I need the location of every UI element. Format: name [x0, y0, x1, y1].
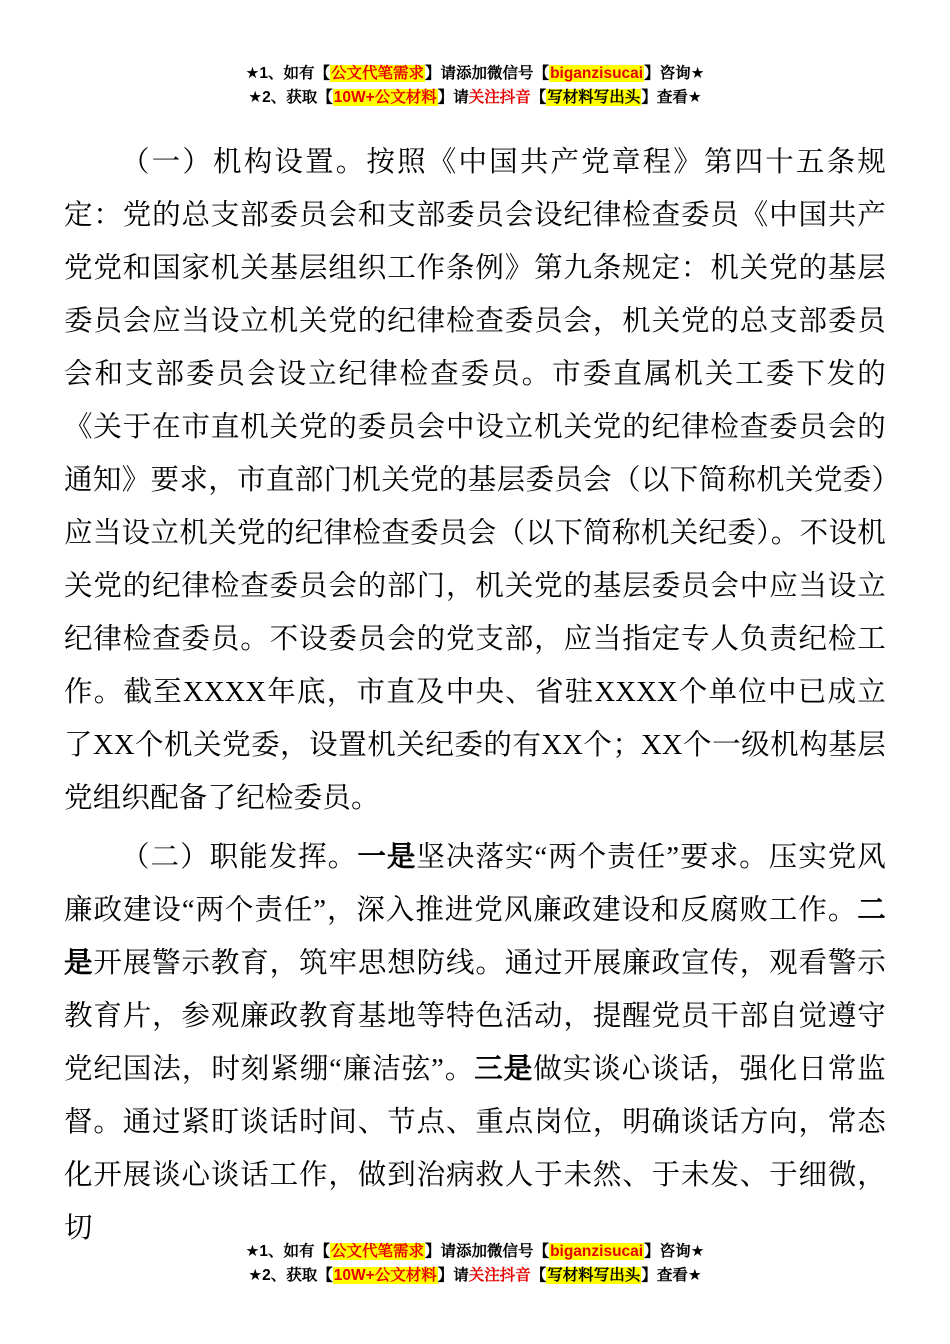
promo-top-line2-seg2: 请: [453, 89, 469, 107]
promo-bottom-line1-highlight-1: 公文代笔需求: [331, 1242, 425, 1260]
promo-bottom-line1-seg1: 1、如有: [259, 1242, 315, 1260]
star-icon: ★: [687, 89, 702, 107]
promo-bottom-line-1: [0, 1240, 950, 1264]
promo-top-line-1: [64, 62, 886, 86]
promo-top-line2-highlight-1: 10W+公文材料: [333, 89, 437, 107]
promo-bottom-line1-bracket-close-2: 】: [644, 1242, 660, 1260]
promo-bottom-line2-seg2b: 关注抖音: [468, 1266, 531, 1284]
promo-bottom-line2-bracket-open-2: 【: [530, 1266, 547, 1284]
star-icon: ★: [248, 89, 263, 107]
promo-top-line2-seg2b: 关注抖音: [468, 89, 531, 107]
star-icon: ★: [687, 1266, 702, 1284]
promo-bottom-line1-bracket-open: 【: [314, 1242, 330, 1260]
promo-top-line1-bracket-close: 】: [425, 65, 441, 82]
promo-bottom-line1-seg3: 咨询: [659, 1242, 691, 1260]
document-body: [64, 136, 886, 1255]
promo-bottom-line2-seg1: 2、获取: [262, 1266, 318, 1284]
paragraph-organizational-setup: （一）机构设置。按照《中国共产党章程》第四十五条规定：党的总支部委员会和支部委员会设纪律检查委员《中国共产党党和国家机关基层组织工作条例》第九条规定：机关党的基层委员会应当设立机关党的纪律检查委员会，机关党的总支部委员会和支部委员会设立纪律检查委员。市委直属机关工委下发的《关于在市直机关党的委员会中设立机关党的纪律检查委员会的通知》要求，市直部门机关党的基层委员会（以下简称机关党委）应当设立机关党的纪律检查委员会（以下简称机关纪委）。不设机关党的纪律检查委员会的部门，机关党的基层委员会中应当设立纪律检查委员。不设委员会的党支部，应当指定专人负责纪检工作。截至XXXX年底，市直及中央、省驻XXXX个单位中已成立了XX个机关党委，设置机关纪委的有XX个；XX个一级机构基层党组织配备了纪检委员。: [64, 147, 886, 815]
promo-bottom-line2-highlight-1: 10W+公文材料: [333, 1266, 437, 1284]
paragraph2-text-first: 坚决落实“两个责任”要求。压实党风廉政建设“两个责任”，深入推进党风廉政建设和反腐败工作。: [64, 842, 886, 927]
promo-top-line1-seg2: 请添加微信号: [440, 65, 534, 82]
promo-top-line2-douyin-name: 写材料写出头: [547, 89, 641, 107]
promo-bottom-line-2: [0, 1264, 950, 1288]
promo-top-line2-bracket-open-2: 【: [530, 89, 547, 107]
paragraph2-bold-first: 一是: [357, 842, 417, 874]
star-icon: ★: [245, 1242, 260, 1260]
star-icon: ★: [690, 65, 705, 82]
promo-bottom-line2-bracket-open: 【: [317, 1266, 333, 1284]
promo-top-line-2: [64, 86, 886, 110]
star-icon: ★: [245, 65, 260, 82]
paragraph2-bold-third: 三是: [474, 1054, 534, 1086]
promo-top-line2-seg3: 查看: [656, 89, 688, 107]
promo-top-line1-bracket-open: 【: [314, 65, 330, 82]
promo-top-line1-seg1: 1、如有: [259, 65, 315, 82]
promo-bottom-line1-bracket-close: 】: [425, 1242, 441, 1260]
promo-top-line2-bracket-close-2: 】: [641, 89, 657, 107]
promo-bottom-line1-wechat-id: biganzisucai: [550, 1242, 644, 1260]
star-icon: ★: [248, 1266, 263, 1284]
promo-bottom-line2-bracket-close: 】: [437, 1266, 454, 1284]
promo-bottom-line2-seg2: 请: [453, 1266, 469, 1284]
promo-bottom-line2-seg3: 查看: [656, 1266, 688, 1284]
promo-top-line2-seg1: 2、获取: [262, 89, 318, 107]
promo-top-line1-bracket-open-2: 【: [533, 65, 550, 82]
paragraph2-text-second: 开展警示教育，筑牢思想防线。通过开展廉政宣传，观看警示教育片，参观廉政教育基地等特色活动，提醒党员干部自觉遵守党纪国法，时刻紧绷“廉洁弦”。: [64, 948, 887, 1086]
promo-top-line2-bracket-open: 【: [317, 89, 333, 107]
paragraph2-lead: （二）职能发挥。: [121, 842, 358, 874]
promo-top-line1-seg3: 咨询: [659, 65, 691, 82]
promo-banner-top: [64, 0, 886, 110]
promo-bottom-line1-bracket-open-2: 【: [533, 1242, 550, 1260]
promo-banner-bottom: [0, 1240, 950, 1288]
star-icon: ★: [690, 1242, 705, 1260]
promo-top-line1-highlight-1: 公文代笔需求: [331, 65, 425, 82]
promo-top-line2-bracket-close: 】: [437, 89, 454, 107]
paragraph2-bold-second: 二是: [64, 895, 886, 980]
paragraph2-text-third: 做实谈心谈话，强化日常监督。通过紧盯谈话时间、节点、重点岗位，明确谈话方向，常态化开展谈心谈话工作，做到治病救人于未然、于未发、于细微，切: [64, 1054, 887, 1245]
promo-bottom-line1-seg2: 请添加微信号: [440, 1242, 534, 1260]
promo-top-line1-wechat-id: biganzisucai: [550, 65, 644, 82]
promo-bottom-line2-douyin-name: 写材料写出头: [547, 1266, 641, 1284]
promo-top-line1-bracket-close-2: 】: [644, 65, 660, 82]
paragraph-function-performance: [64, 831, 886, 1255]
promo-bottom-line2-bracket-close-2: 】: [641, 1266, 657, 1284]
